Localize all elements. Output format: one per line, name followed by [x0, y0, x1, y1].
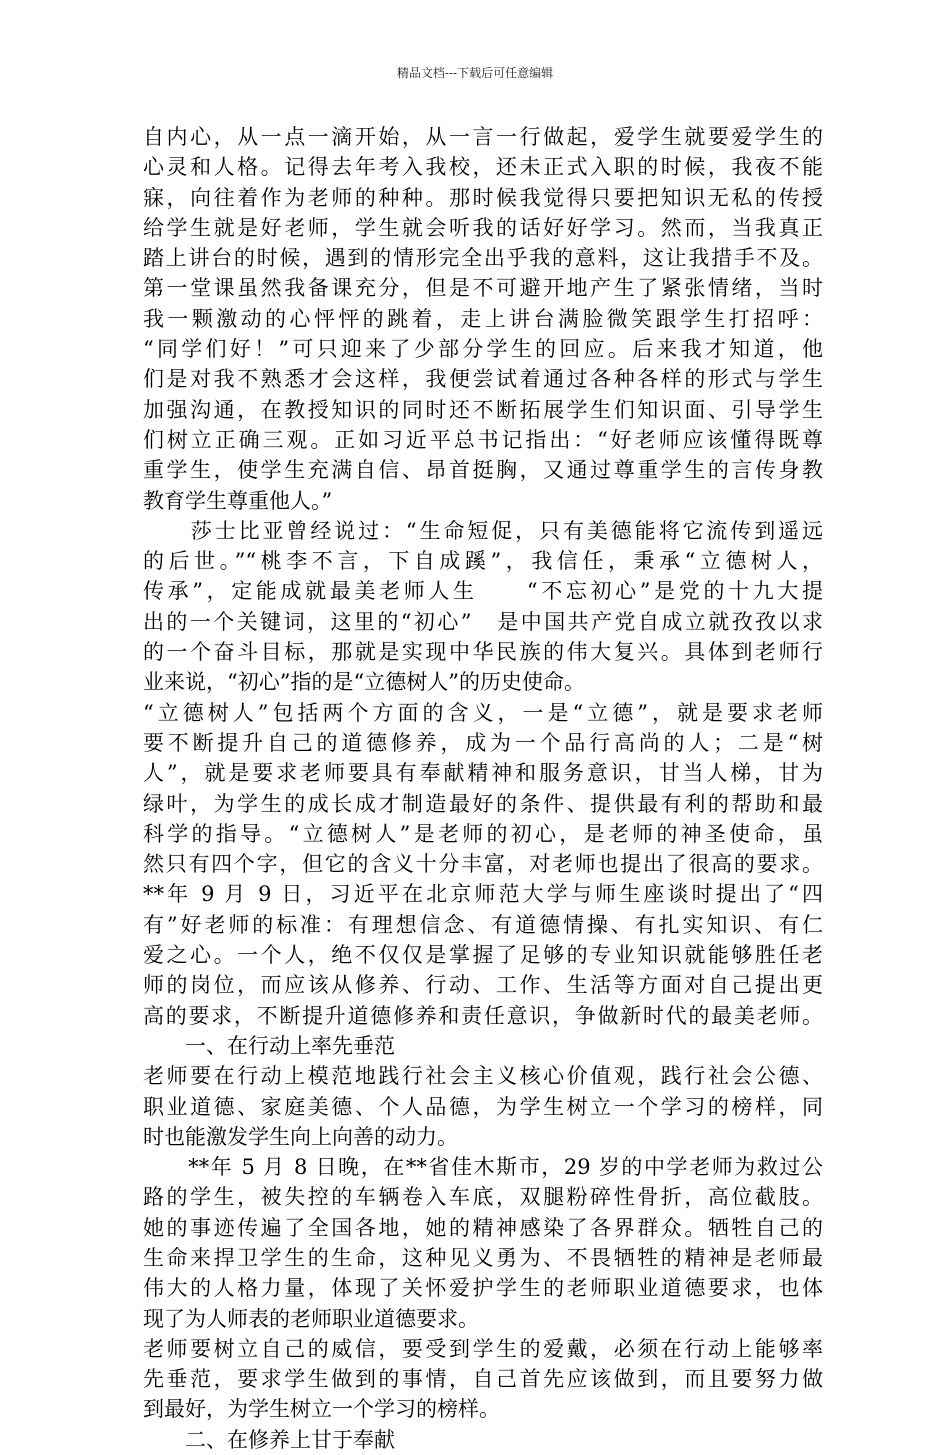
text-line: 重学生，使学生充满自信、昂首挺胸，又通过尊重学生的言传身教: [143, 458, 823, 483]
document-body: [143, 122, 823, 1455]
text-line: 职业道德、家庭美德、个人品德，为学生树立一个学习的榜样，同: [143, 1094, 823, 1119]
text-line: 自内心，从一点一滴开始，从一言一行做起，爱学生就要爱学生的: [143, 125, 823, 149]
text-line: 绿叶，为学生的成长成才制造最好的条件、提供最有利的帮助和最: [143, 791, 823, 816]
text-line: 出的一个关键词，这里的“初心” 是中国共产党自成立就孜孜以求: [143, 609, 823, 634]
text-line: **年 9 月 9 日，习近平在北京师范大学与师生座谈时提出了“四: [143, 882, 823, 907]
text-line: 路的学生，被失控的车辆卷入车底，双腿粉碎性骨折，高位截肢。: [143, 1185, 823, 1210]
text-line: 先垂范，要求学生做到的事情，自己首先应该做到，而且要努力做: [143, 1367, 823, 1392]
text-line: 寐，向往着作为老师的种种。那时候我觉得只要把知识无私的传授: [143, 185, 823, 210]
text-line: 高的要求，不断提升道德修养和责任意识，争做新时代的最美老师。: [143, 1003, 823, 1028]
text-line: 加强沟通，在教授知识的同时还不断拓展学生们知识面、引导学生: [143, 397, 823, 422]
text-line: **年 5 月 8 日晚，在**省佳木斯市，29 岁的中学老师为救过公: [143, 1155, 823, 1180]
text-line: “立德树人”包括两个方面的含义，一是“立德”，就是要求老师: [143, 700, 823, 725]
text-line: 科学的指导。“立德树人”是老师的初心，是老师的神圣使命，虽: [143, 821, 823, 846]
text-line: 给学生就是好老师，学生就会听我的话好好学习。然而，当我真正: [143, 215, 823, 240]
text-line: 的后世。”“桃李不言，下自成蹊”，我信任，秉承“立德树人，: [143, 549, 823, 574]
text-line: 传承”，定能成就最美老师人生 “不忘初心”是党的十九大提: [143, 579, 823, 604]
text-line: “同学们好！”可只迎来了少部分学生的回应。后来我才知道，他: [143, 337, 823, 362]
text-line: 她的事迹传遍了全国各地，她的精神感染了各界群众。牺牲自己的: [143, 1215, 823, 1240]
text-line: 生命来捍卫学生的生命，这种见义勇为、不畏牺牲的精神是老师最: [143, 1245, 823, 1270]
text-line: 踏上讲台的时候，遇到的情形完全出乎我的意料，这让我措手不及。: [143, 246, 823, 271]
text-line: 伟大的人格力量，体现了关怀爱护学生的老师职业道德要求，也体: [143, 1276, 823, 1301]
text-line: 老师要树立自己的威信，要受到学生的爱戴，必须在行动上能够率: [143, 1336, 823, 1361]
text-line: 们是对我不熟悉才会这样，我便尝试着通过各种各样的形式与学生: [143, 367, 823, 392]
text-line: 要不断提升自己的道德修养，成为一个品行高尚的人；二是“树: [143, 730, 823, 755]
text-line: 师的岗位，而应该从修养、行动、工作、生活等方面对自己提出更: [143, 973, 823, 998]
page-header: 精品文档---下载后可任意编辑: [396, 66, 554, 80]
text-line: 们树立正确三观。正如习近平总书记指出：“好老师应该懂得既尊: [143, 427, 823, 452]
text-line: 时也能激发学生向上向善的动力。: [143, 1124, 458, 1149]
text-line: 到最好，为学生树立一个学习的榜样。: [143, 1397, 500, 1422]
text-line: 爱之心。一个人，绝不仅仅是掌握了足够的专业知识就能够胜任老: [143, 943, 823, 968]
text-line: 人”，就是要求老师要具有奉献精神和服务意识，甘当人梯，甘为: [143, 761, 823, 786]
text-line: 我一颗激动的心怦怦的跳着，走上讲台满脸微笑跟学生打招呼：: [143, 306, 823, 331]
text-line: 的一个奋斗目标，那就是实现中华民族的伟大复兴。具体到老师行: [143, 640, 823, 665]
text-line: 第一堂课虽然我备课充分，但是不可避开地产生了紧张情绪，当时: [143, 276, 823, 301]
text-line: 然只有四个字，但它的含义十分丰富，对老师也提出了很高的要求。: [143, 852, 823, 877]
text-line: 心灵和人格。记得去年考入我校，还未正式入职的时候，我夜不能: [143, 155, 823, 180]
text-line: 业来说，“初心”指的是“立德树人”的历史使命。: [143, 670, 585, 695]
text-line: 现了为人师表的老师职业道德要求。: [143, 1306, 479, 1331]
text-line: 二、在修养上甘于奉献: [143, 1427, 395, 1452]
text-line: 老师要在行动上模范地践行社会主义核心价值观，践行社会公德、: [143, 1064, 823, 1089]
text-line: 一、在行动上率先垂范: [143, 1033, 395, 1058]
text-line: 莎士比亚曾经说过：“生命短促，只有美德能将它流传到遥远: [143, 518, 823, 543]
text-line: 教育学生尊重他人。”: [143, 488, 333, 513]
text-line: 有”好老师的标准：有理想信念、有道德情操、有扎实知识、有仁: [143, 912, 823, 937]
